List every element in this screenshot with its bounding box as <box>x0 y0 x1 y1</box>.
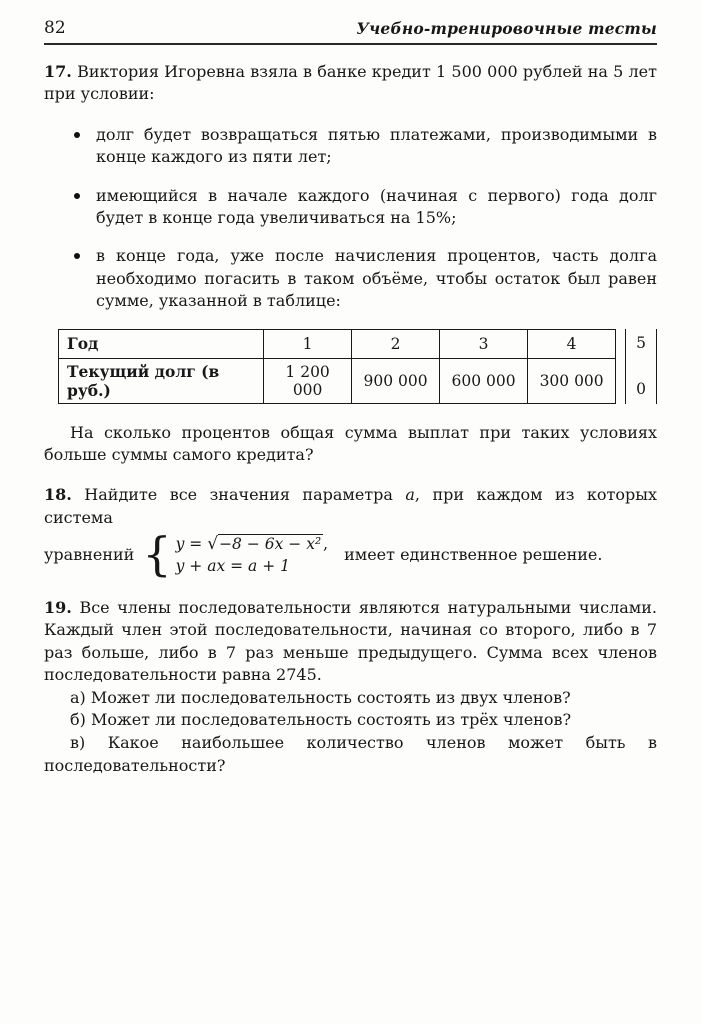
bullet-icon <box>74 132 80 138</box>
problem-18-intro-2: , при каждом из которых система <box>44 485 657 527</box>
problem-17-number: 17. <box>44 62 72 81</box>
outside-value-cell: 0 <box>636 380 646 399</box>
parameter-a: a <box>405 485 415 505</box>
table-outside-column <box>625 329 657 404</box>
bullet-icon <box>74 193 80 199</box>
table-row <box>59 358 616 403</box>
problem-17-conditions-list <box>44 124 657 313</box>
loan-table-container <box>58 329 657 404</box>
table-cell: 1 200 000 <box>264 358 352 403</box>
page-number: 82 <box>44 18 66 38</box>
problem-17-intro-text: Виктория Игоревна взяла в банке кредит 1 500 000 рублей на 5 лет при условии: <box>44 62 657 104</box>
table-header-year: Год <box>59 329 264 358</box>
problem-19-item-b: б) Может ли последовательность состоять из трёх членов? <box>70 710 572 730</box>
problem-18-number: 18. <box>44 485 72 505</box>
problem-18-intro <box>44 484 657 529</box>
problem-18-intro-1: Найдите все значения параметра <box>84 485 393 505</box>
table-cell: 1 <box>264 329 352 358</box>
condition-text: имеющийся в начале каждого (начиная с первого) года долг будет в конце года увеличиваться на 15%; <box>96 185 657 227</box>
condition-text: в конце года, уже после начисления процентов, часть долга необходимо погасить в таком объёме, чтобы остаток был равен сумме, указанной в таблице: <box>96 246 657 311</box>
list-item <box>96 124 657 169</box>
list-item <box>96 245 657 312</box>
table-row-label: Текущий долг (в руб.) <box>59 358 264 403</box>
list-item <box>96 185 657 230</box>
problem-17-intro <box>44 61 657 106</box>
problem-19 <box>44 597 657 777</box>
outside-year-cell: 5 <box>636 334 646 353</box>
problem-18-suffix: имеет единственное решение. <box>344 544 603 564</box>
problem-19-statement: Все члены последовательности являются натуральными числами. Каждый член этой последовательности, начиная со второго, либо в 7 раз больше, либо в 7 раз меньше предыдущего. Сумма всех членов последовательности равна 2745. <box>44 598 657 685</box>
problem-19-item-v: в) Какое наибольшее количество членов может быть в последовательности? <box>44 733 657 775</box>
sqrt-sign: √ <box>207 533 219 554</box>
problem-18 <box>44 484 657 582</box>
table-cell: 4 <box>528 329 616 358</box>
equation-1-lhs: y = <box>175 534 208 553</box>
condition-text: долг будет возвращаться пятью платежами, производимыми в конце каждого из пяти лет; <box>96 124 657 167</box>
problem-19-number: 19. <box>44 598 72 618</box>
equations-word: уравнений <box>44 544 135 564</box>
page-header <box>44 18 657 45</box>
table-cell: 3 <box>440 329 528 358</box>
equation-system <box>176 534 328 575</box>
table-cell: 600 000 <box>440 358 528 403</box>
table-row <box>59 329 616 358</box>
equation-1-comma: , <box>323 534 329 553</box>
table-cell: 900 000 <box>352 358 440 403</box>
equation-1-radicand: −8 − 6x − x² <box>219 534 322 553</box>
problem-17-question: На сколько процентов общая сумма выплат при таких условиях больше суммы самого кредита? <box>44 422 657 464</box>
equation-system-line <box>44 527 657 582</box>
loan-table <box>58 329 616 404</box>
equation-2: y + ax = a + 1 <box>175 556 290 575</box>
problem-19-text <box>44 597 657 687</box>
system-brace: { <box>142 527 172 582</box>
table-cell: 300 000 <box>528 358 616 403</box>
equation-1 <box>176 534 328 554</box>
running-title: Учебно-тренировочные тесты <box>356 19 657 38</box>
problem-19-item-a: а) Может ли последовательность состоять из двух членов? <box>70 687 571 707</box>
table-cell: 2 <box>352 329 440 358</box>
bullet-icon <box>74 253 80 259</box>
